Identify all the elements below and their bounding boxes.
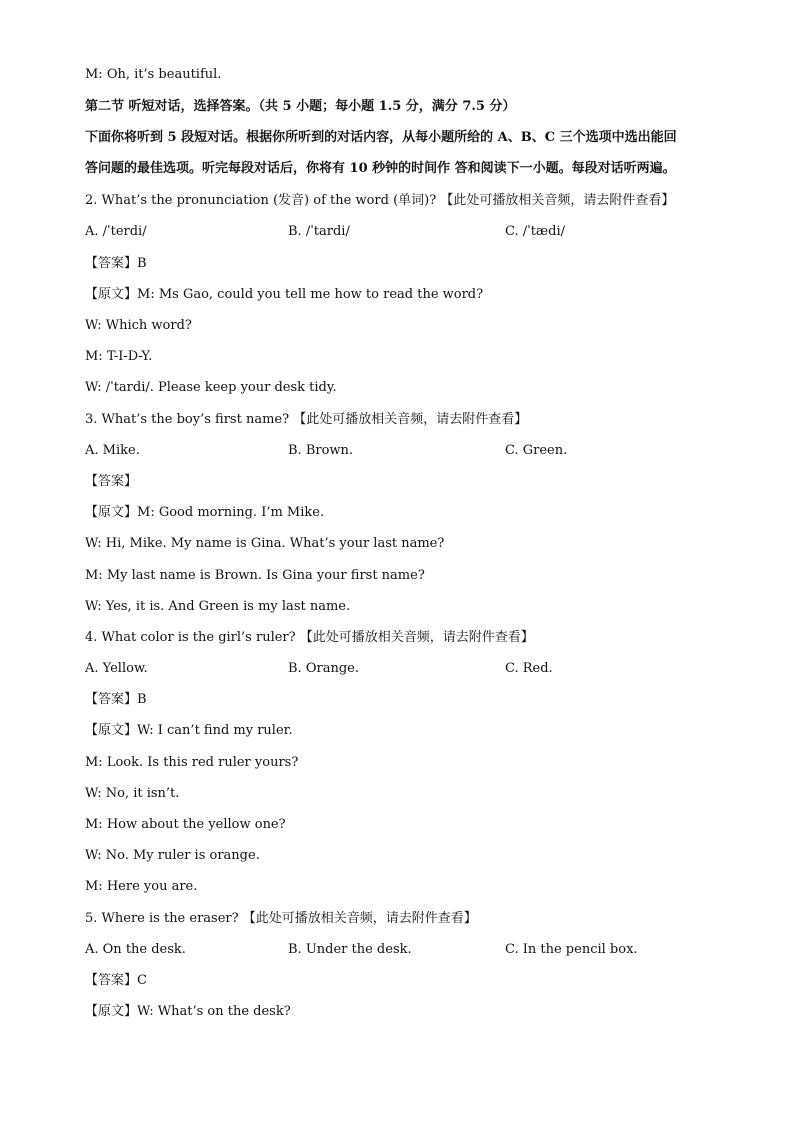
- question-3-answer: [85, 472, 137, 492]
- question-4-script-line: M: Here you are.: [85, 879, 198, 894]
- script-label: 【原文】: [85, 287, 138, 302]
- question-3-option-a: A. Mike.: [85, 443, 140, 458]
- question-3-stem: 3. What’s the boy’s first name? 【此处可播放相关音频，请去附件查看】: [85, 412, 528, 427]
- question-4-script-line: [85, 721, 293, 741]
- question-5-script-line: [85, 1002, 291, 1022]
- question-2-answer: [85, 254, 147, 274]
- question-4-option-c: C. Red.: [505, 661, 553, 676]
- question-4-script-line: W: No. My ruler is orange.: [85, 848, 260, 863]
- question-4-option-a: A. Yellow.: [85, 661, 148, 676]
- question-3-script-line: M: My last name is Brown. Is Gina your first name?: [85, 568, 425, 583]
- script-label: 【原文】: [85, 505, 138, 520]
- question-4-option-b: B. Orange.: [288, 661, 359, 676]
- question-2-stem: 2. What’s the pronunciation (发音) of the word (单词)? 【此处可播放相关音频，请去附件查看】: [85, 193, 675, 208]
- question-2-script-line: [85, 285, 483, 305]
- dialogue-line: M: Oh, it’s beautiful.: [85, 67, 222, 82]
- question-2-option-a: A. /ˈterdi/: [85, 224, 147, 239]
- question-4-script-line: W: No, it isn’t.: [85, 786, 180, 801]
- question-2-script-line: W: /ˈtardi/. Please keep your desk tidy.: [85, 380, 337, 395]
- script-text: W: What’s on the desk?: [137, 1004, 291, 1019]
- script-label: 【原文】: [85, 1004, 138, 1019]
- question-3-script-line: W: Yes, it is. And Green is my last name.: [85, 599, 351, 614]
- instructions-line-1: 下面你将听到 5 段短对话。根据你所听到的对话内容，从每小题所给的 A、B、C 三个选项中选出能回: [85, 130, 677, 145]
- question-3-script-line: [85, 503, 324, 523]
- question-4-stem: 4. What color is the girl’s ruler? 【此处可播放相关音频，请去附件查看】: [85, 630, 534, 645]
- script-text: W: I can’t find my ruler.: [137, 723, 293, 738]
- question-5-option-a: A. On the desk.: [85, 942, 186, 957]
- question-4-script-line: M: How about the yellow one?: [85, 817, 286, 832]
- answer-label: 【答案】: [85, 973, 138, 988]
- answer-label: 【答案】: [85, 692, 138, 707]
- question-2-option-c: C. /ˈtædi/: [505, 224, 566, 239]
- question-2-option-b: B. /ˈtardi/: [288, 224, 350, 239]
- question-5-answer: [85, 971, 147, 991]
- answer-label: 【答案】: [85, 256, 138, 271]
- question-3-script-line: W: Hi, Mike. My name is Gina. What’s your last name?: [85, 536, 445, 551]
- question-3-option-b: B. Brown.: [288, 443, 354, 458]
- question-4-script-line: M: Look. Is this red ruler yours?: [85, 755, 299, 770]
- script-label: 【原文】: [85, 723, 138, 738]
- question-5-stem: 5. Where is the eraser? 【此处可播放相关音频，请去附件查看】: [85, 911, 477, 926]
- question-2-script-line: M: T-I-D-Y.: [85, 349, 153, 364]
- script-text: M: Good morning. I’m Mike.: [137, 505, 325, 520]
- question-2-script-line: W: Which word?: [85, 318, 192, 333]
- script-text: M: Ms Gao, could you tell me how to read the word?: [137, 287, 484, 302]
- question-5-option-c: C. In the pencil box.: [505, 942, 638, 957]
- instructions-line-2: 答问题的最佳选项。听完每段对话后，你将有 10 秒钟的时间作 答和阅读下一小题。每段对话听两遍。: [85, 161, 676, 176]
- question-3-option-c: C. Green.: [505, 443, 568, 458]
- question-5-option-b: B. Under the desk.: [288, 942, 412, 957]
- answer-label: 【答案】: [85, 474, 138, 489]
- answer-value: B: [137, 256, 147, 271]
- section-title: 第二节 听短对话，选择答案。（共 5 小题；每小题 1.5 分，满分 7.5 分）: [85, 99, 516, 114]
- answer-value: B: [137, 692, 147, 707]
- answer-value: C: [137, 973, 147, 988]
- question-4-answer: [85, 690, 147, 710]
